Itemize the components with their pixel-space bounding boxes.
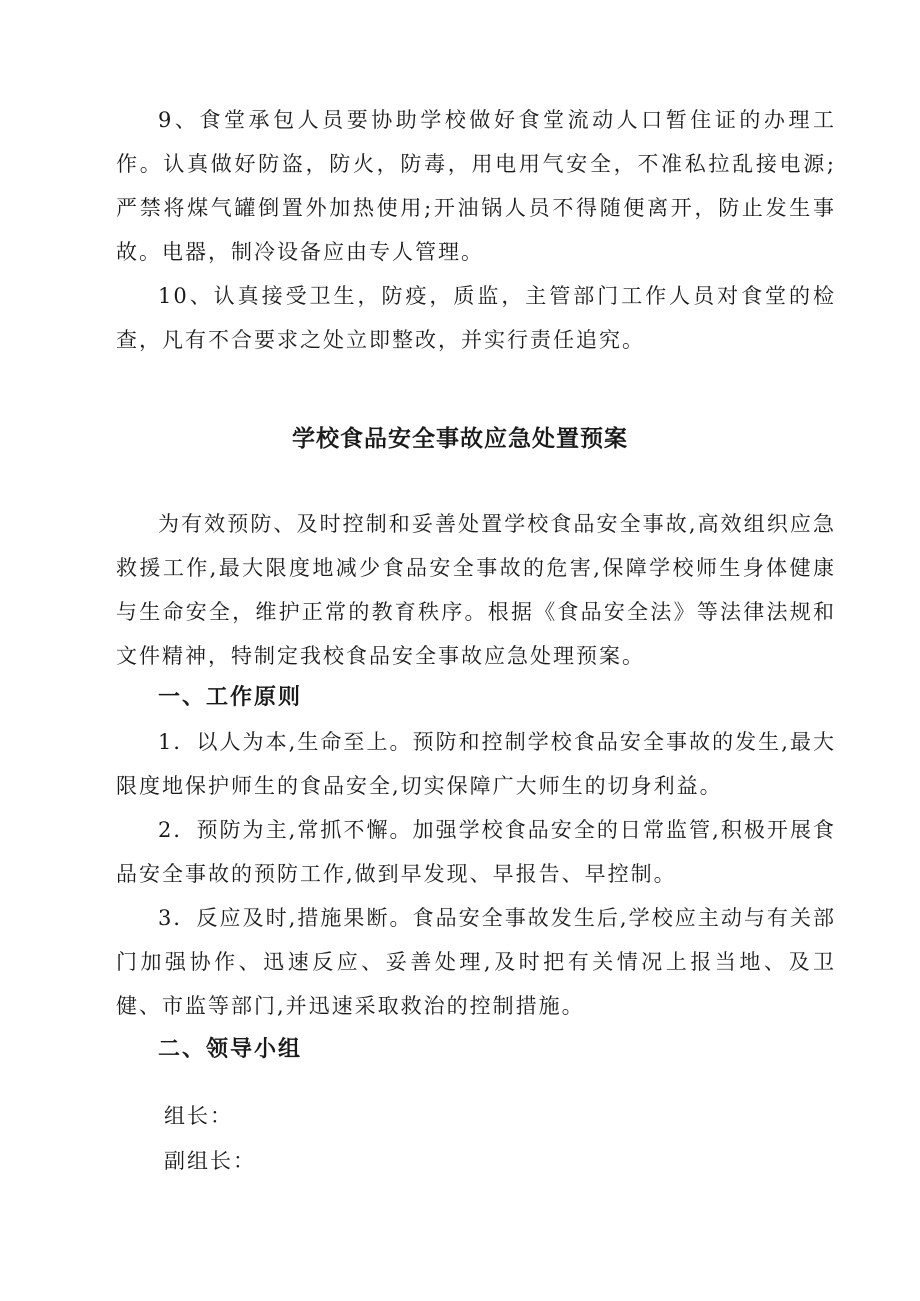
document-title: 学校食品安全事故应急处置预案 <box>292 426 628 452</box>
principle-2-paragraph: 2．预防为主,常抓不懈。加强学校食品安全的日常监管,积极开展食品安全事故的预防工作,做到早发现、早报告、早控制。 <box>116 818 836 886</box>
item-10-paragraph: 10、认真接受卫生，防疫，质监，主管部门工作人员对食堂的检查，凡有不合要求之处立即整改，并实行责任追究。 <box>116 284 836 352</box>
section-heading-principles: 一、工作原则 <box>158 685 303 710</box>
item-9-paragraph: 9、食堂承包人员要协助学校做好食堂流动人口暂住证的办理工作。认真做好防盗，防火，防毒，用电用气安全，不准私拉乱接电源;严禁将煤气罐倒置外加热使用;开油锅人员不得随便离开，防止发生事故。电器，制冷设备应由专人管理。 <box>116 108 836 264</box>
deputy-leader-field: 副组长： <box>164 1149 256 1173</box>
principle-1-paragraph: 1．以人为本,生命至上。预防和控制学校食品安全事故的发生,最大限度地保护师生的食品安全,切实保障广大师生的切身利益。 <box>116 730 836 798</box>
leader-field: 组长： <box>164 1104 233 1128</box>
section-heading-leadership: 二、领导小组 <box>158 1037 303 1062</box>
intro-paragraph: 为有效预防、及时控制和妥善处置学校食品安全事故,高效组织应急救援工作,最大限度地减少食品安全事故的危害,保障学校师生身体健康与生命安全，维护正常的教育秩序。根据《食品安全法》等法律法规和文件精神，特制定我校食品安全事故应急处理预案。 <box>116 512 836 668</box>
principle-3-paragraph: 3．反应及时,措施果断。食品安全事故发生后,学校应主动与有关部门加强协作、迅速反应、妥善处理,及时把有关情况上报当地、及卫健、市监等部门,并迅速采取救治的控制措施。 <box>116 906 836 1018</box>
